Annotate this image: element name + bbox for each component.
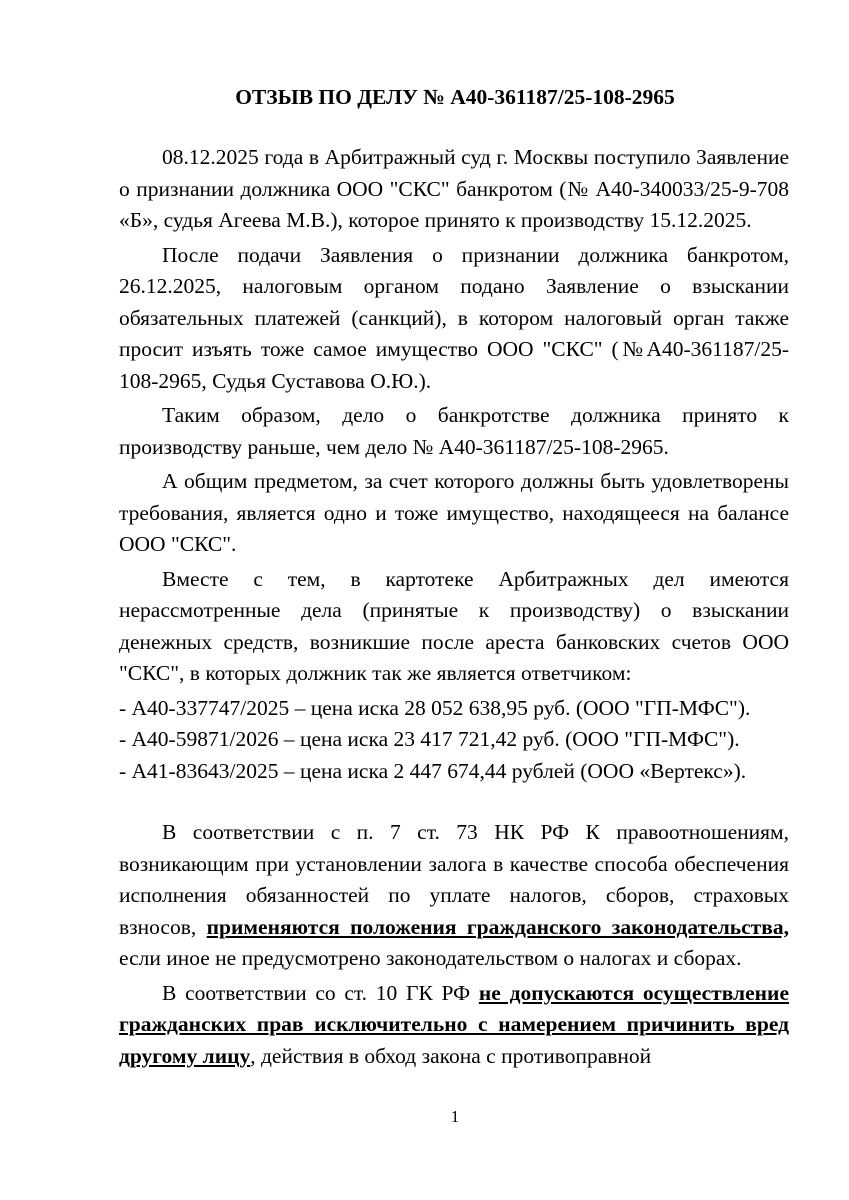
document-body bbox=[119, 142, 789, 1075]
nk-text-after: если иное не предусмотрено законодательством о налогах и сборах. bbox=[119, 946, 742, 970]
gk-text-before: В соответствии со ст. 10 ГК РФ bbox=[162, 980, 479, 1005]
case-list bbox=[119, 693, 789, 788]
paragraph-gk-article bbox=[119, 978, 789, 1073]
gk-emphasis: не допускаются осуществление гражданских прав исключительно с намерением причинить вред другому лицу bbox=[119, 980, 789, 1068]
case-list-item: - А40-337747/2025 – цена иска 28 052 638,95 руб. (ООО "ГП-МФС"). bbox=[119, 695, 751, 720]
document-title: ОТЗЫВ ПО ДЕЛУ № А40-361187/25-108-2965 bbox=[235, 85, 675, 109]
case-list-item: - А41-83643/2025 – цена иска 2 447 674,44 рублей (ООО «Вертекс»). bbox=[119, 758, 747, 783]
paragraph-pending-cases: Вместе с тем, в картотеке Арбитражных дел имеются нерассмотренные дела (принятые к производству) о взыскании денежных средств, возникшие после ареста банковских счетов ООО "СКС", в которых должник так же является ответчиком: bbox=[119, 566, 789, 685]
paragraph-common-property: А общим предметом, за счет которого должны быть удовлетворены требования, является одно и тоже имущество, находящееся на балансе ООО "СКС". bbox=[119, 469, 789, 556]
gk-text-after: , действия в обход закона с противоправной bbox=[250, 1043, 652, 1068]
case-list-item: - А40-59871/2026 – цена иска 23 417 721,42 руб. (ООО "ГП-МФС"). bbox=[119, 727, 740, 751]
paragraph-conclusion: Таким образом, дело о банкротстве должника принято к производству раньше, чем дело № А40-361187/25-108-2965. bbox=[119, 403, 789, 459]
paragraph-nk-article bbox=[119, 817, 789, 975]
paragraph-filing-date: 08.12.2025 года в Арбитражный суд г. Москвы поступило Заявление о признании должника ООО "СКС" банкротом (№ А40-340033/25-9-708 «Б», судья Агеева М.В.), которое принято к производству 15.12.2025. bbox=[119, 145, 789, 232]
nk-emphasis: применяются положения гражданского законодательства, bbox=[206, 914, 789, 939]
nk-text-before: В соответствии с п. 7 ст. 73 НК РФ К правоотношениям, возникающим при установлении залога в качестве способа обеспечения исполнения обязанностей по уплате налогов, сборов, страховых взносов, bbox=[119, 820, 789, 939]
paragraph-tax-claim: После подачи Заявления о признании должника банкротом, 26.12.2025, налоговым органом подано Заявление о взыскании обязательных платежей (санкций), в котором налоговый орган также просит изъять тоже самое имущество ООО "СКС" (№А40-361187/25-108-2965, Судья Суставова О.Ю.). bbox=[119, 242, 789, 393]
page-number: 1 bbox=[450, 1107, 460, 1126]
paragraph-gap bbox=[119, 787, 789, 817]
